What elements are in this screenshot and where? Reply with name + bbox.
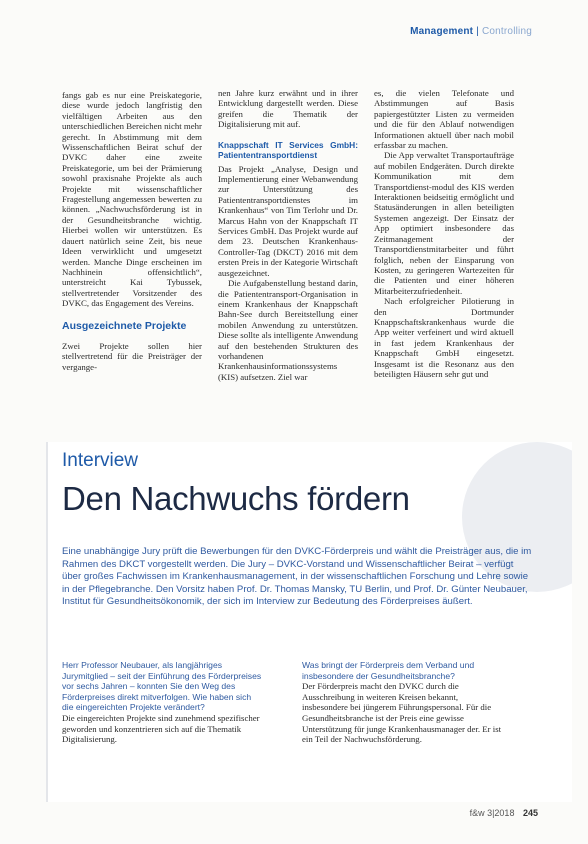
page-number: 245 bbox=[522, 808, 538, 818]
article-column-2 bbox=[218, 88, 358, 382]
col3-paragraph-3: Nach erfolgreicher Pilotierung in den Dortmunder Knappschaftskrankenhaus wurde die App weiter verfeinert und wird aktuell in fast jedem Krankenhaus der Knappschaft GmbH eingesetzt. Insgesamt ist die Resonanz aus den beteiligten Häusern sehr gut und bbox=[374, 296, 514, 379]
interview-headline: Den Nachwuchs fördern bbox=[62, 480, 410, 517]
header-section: Management bbox=[410, 26, 474, 37]
col3-paragraph-1: es, die vielen Telefonate und Abstimmungen auf Basis papiergestützter Listen zu vermeiden und die für den Ablauf notwendigen Informationen aktuell über nach mobil erfassbar zu machen. bbox=[374, 88, 514, 151]
interview-kicker: Interview bbox=[62, 450, 139, 471]
col2-paragraph-2: Das Projekt „Analyse, Design und Implementierung einer Webanwendung zur Unterstützung des Patiententransportdienstes im Krankenhaus“ von Tim Terlohr und Dr. Marcus Hahn von der Knappschaft IT Services GmbH. Das Projekt wurde auf dem 23. Deutschen Krankenhaus-Controller-Tag (DKCT) 2016 mit dem ersten Preis in der Kategorie Wirtschaft ausgezeichnet. bbox=[218, 163, 358, 278]
footer-issue: f&w 3|2018 bbox=[469, 808, 515, 818]
col1-paragraph-2: Zwei Projekte sollen hier stellvertretend für die Preisträger der vergange- bbox=[62, 340, 202, 372]
question-1: Herr Professor Neubauer, als langjähriges Jurymitglied – seit der Einführung des Förderpreises vor sechs Jahren – konnten Sie den Weg des Förderpreises direkt mitverfolgen. Wie haben sich die eingereichten Projekte verändert? bbox=[62, 660, 262, 713]
running-header bbox=[410, 26, 532, 37]
col3-paragraph-2: Die App verwaltet Transportaufträge auf mobilen Endgeräten. Durch direkte Kommunikation mit dem Transportdienst-modul des KIS werden Interaktionen beidseitig ermöglicht und Statusänderungen in allen beteiligten Systemen angezeigt. Der Einsatz der App optimiert insbesondere das Zeitmanagement der Transportdienstmitarbeiter und führt folglich, neben der Einsparung von Kosten, zu geringeren Wartezeiten für die Patienten und einer höheren Mitarbeiterzufriedenheit. bbox=[374, 150, 514, 296]
article-column-3 bbox=[374, 88, 514, 379]
interview-qa-1 bbox=[62, 660, 262, 745]
col2-paragraph-3: Die Aufgabenstellung bestand darin, die Patiententransport-Organisation in einem Krankenhaus der Knappschaft Bahn-See durch Bereitstellung einer mobilen Anwendung zu unterstützen. Diese sollte als intelligente Anwendung auf den bestehenden Strukturen des vorhandenen Krankenhausinformationssystems (KIS) aufsetzen. Ziel war bbox=[218, 278, 358, 382]
interview-box bbox=[48, 442, 572, 802]
interview-qa-2 bbox=[302, 660, 502, 745]
interview-lead: Eine unabhängige Jury prüft die Bewerbungen für den DVKC-Förderpreis und wählt die Preisträger aus, die im Rahmen des DKCT vorgestellt werden. Die Jury – DVKC-Vorstand und Wissenschaftlicher Beirat – verfügt über großes Fachwissen im Krankenhausmanagement, in der wissenschaftlichen Forschung und Lehre sowie in der Pflegebranche. Den Vorsitz haben Prof. Dr. Thomas Mansky, TU Berlin, und Prof. Dr. Günter Neubauer, Institut für Gesundheitsökonomik, der sich im Interview zur Bedeutung des Förderpreises äußert. bbox=[62, 546, 532, 608]
col1-paragraph-1: fangs gab es nur eine Preiskategorie, diese wurde jedoch langfristig den vielfältigen Arbeiten aus den unterschiedlichen Bereichen nicht mehr gerecht. In Abstimmung mit dem Wissenschaftlichen Beirat schuf der DVKC daher eine zweite Preiskategorie, um bei der Prämierung sowohl praxisnahe Projekte als auch Projekte mit wissenschaftlicher Fragestellung angemessen bewerten zu können. „Nachwuchsförderung ist in der Gesundheitsbranche wichtig. Hierbei wollen wir unterstützen. Es dauert natürlich seine Zeit, bis neue Ideen verwirklicht und umgesetzt werden. Manche Dinge erscheinen im Nachhinein offensichtlich“, unterstreicht Kai Tybussek, stellvertretender Vorsitzender des DVKC, das Engagement des Vereins. bbox=[62, 90, 202, 309]
article-column-1 bbox=[62, 90, 202, 372]
subheading-knappschaft: Knappschaft IT Services GmbH: Patiententransportdienst bbox=[218, 139, 358, 160]
question-2: Was bringt der Förderpreis dem Verband und insbesondere der Gesundheitsbranche? bbox=[302, 660, 475, 681]
page-footer bbox=[470, 808, 538, 818]
section-heading-projects: Ausgezeichnete Projekte bbox=[62, 319, 187, 332]
header-separator: | bbox=[476, 26, 479, 37]
answer-1: Die eingereichten Projekte sind zunehmend spezifischer geworden und konzentrieren sich auf die Thematik Digitalisierung. bbox=[62, 712, 260, 745]
answer-2: Der Förderpreis macht den DVKC durch die Ausschreibung in weiteren Kreisen bekannt, insbesondere bei jüngerem Führungspersonal. Für die Gesundheitsbranche ist der Preis eine gewisse Unterstützung für junge Krankenhausmanager der. Er ist ein Teil der Nachwuchsförderung. bbox=[302, 681, 502, 745]
header-subsection: Controlling bbox=[481, 26, 532, 37]
col2-paragraph-1: nen Jahre kurz erwähnt und in ihrer Entwicklung dargestellt werden. Diese greifen die Thematik der Digitalisierung mit auf. bbox=[218, 88, 358, 130]
